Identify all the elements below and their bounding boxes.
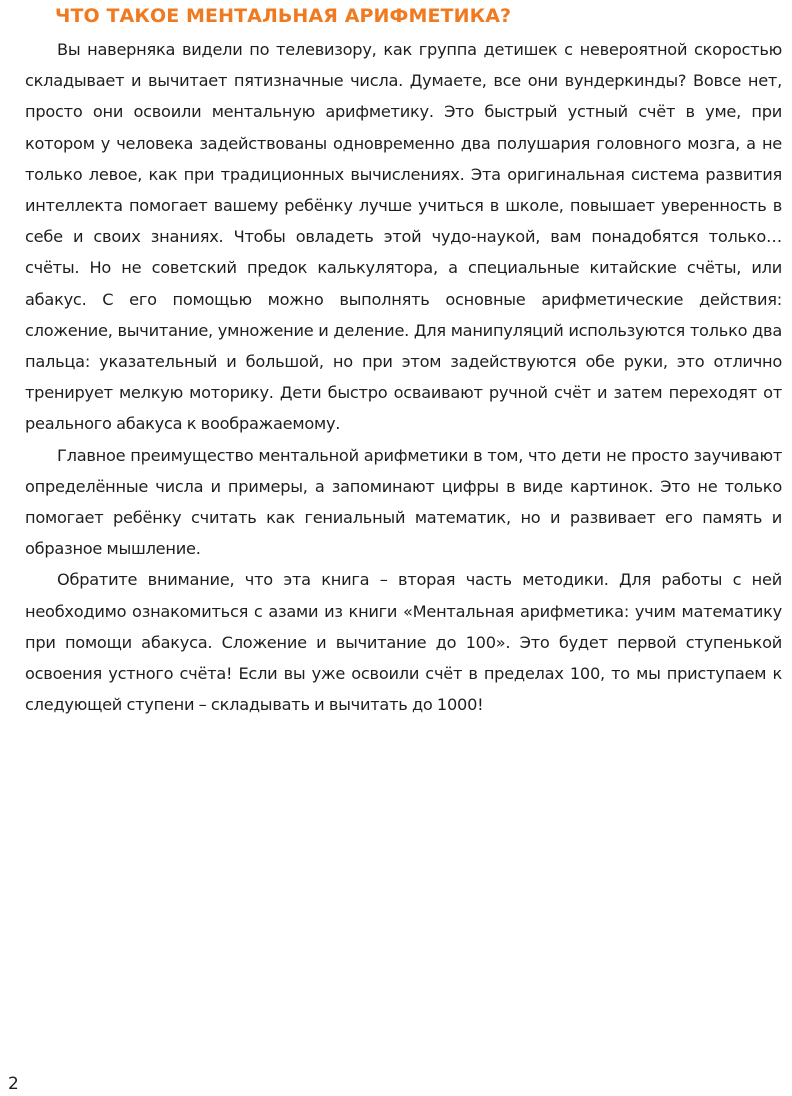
paragraph-advantage: Главное преимущество ментальной арифметики в том, что дети не просто заучивают определённые числа и примеры, а запоминают цифры в виде картинок. Это не только помогает ребёнку считать как гениальный математик, но и развивает его память и образное мышление. <box>25 445 782 559</box>
paragraph-note: Обратите внимание, что эта книга – вторая часть методики. Для работы с ней необходимо ознакомиться с азами из книги «Ментальная арифметика: учим математику при помощи абакуса. Сложение и вычитание до 100». Это будет первой ступенькой освоения устного счёта! Если вы уже освоили счёт в пределах 100, то мы приступаем к следующей ступени – складывать и вычитать до 1000! <box>25 570 782 715</box>
section-heading: ЧТО ТАКОЕ МЕНТАЛЬНАЯ АРИФМЕТИКА? <box>55 5 512 27</box>
page-number: 2 <box>8 1074 19 1094</box>
paragraph-intro: Вы наверняка видели по телевизору, как группа детишек с невероятной скоростью складывает и вычитает пятизначные числа. Думаете, все они вундеркинды? Вовсе нет, просто они освоили ментальную арифметику. Это быстрый устный счёт в уме, при котором у человека задействованы одновременно два полушария головного мозга, а не только левое, как при традиционных вычислениях. Эта оригинальная система развития интеллекта помогает вашему ребёнку лучше учиться в школе, повышает уверенность в себе и своих знаниях. Чтобы овладеть этой чудо-наукой, вам понадобятся только… счёты. Но не советский предок калькулятора, а специальные китайские счёты, или абакус. С его помощью можно выполнять основные арифметические действия: сложение, вычитание, умножение и деление. Для манипуляций используются только два пальца: указательный и большой, но при этом задействуются обе руки, это отлично тренирует мелкую моторику. Дети быстро осваивают ручной счёт и затем переходят от реального абакуса к воображаемому. <box>25 40 782 434</box>
body-text <box>25 34 782 720</box>
